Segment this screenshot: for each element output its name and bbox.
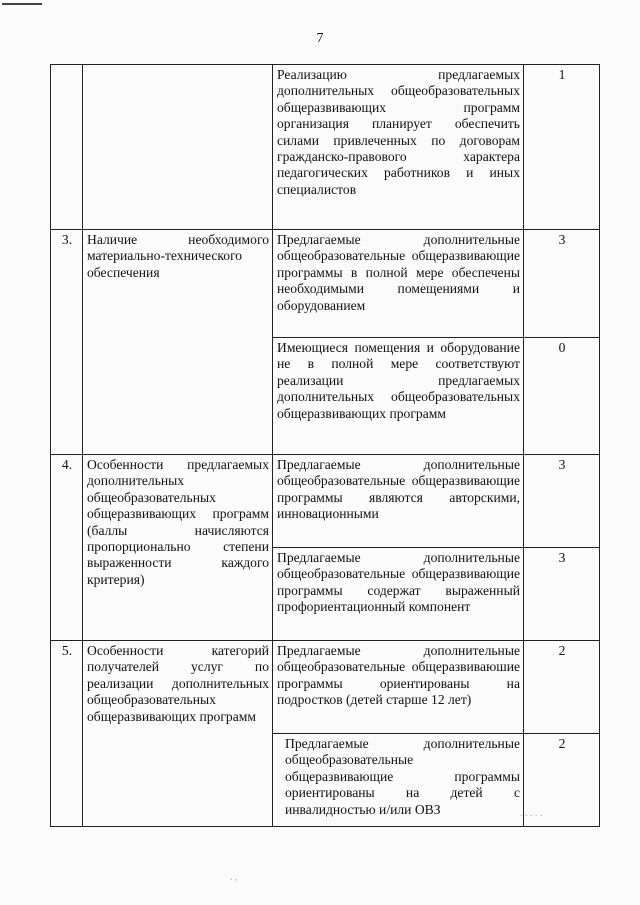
option-description: Имеющиеся помещения и оборудование не в полной мере соответствуют реализации предлагаемых дополнительных общеобразовательных общеразвивающих программ xyxy=(273,338,524,455)
scan-speck: . , xyxy=(230,872,238,883)
criterion-cell: Наличие необходимого материально-технического обеспечения xyxy=(83,230,273,455)
option-score: 2 xyxy=(524,734,600,827)
top-edge-mark xyxy=(2,3,42,5)
table-row xyxy=(51,65,600,230)
option-score: 2 xyxy=(524,641,600,734)
option-description: Предлагаемые дополнительные общеобразовательные общеразвивающие программы в полной мере обеспечены необходимыми помещениями и оборудованием xyxy=(273,230,524,338)
row-number xyxy=(51,65,83,230)
page-number: 7 xyxy=(316,31,324,46)
row-number: 3. xyxy=(51,230,83,455)
option-description: Предлагаемые дополнительные общеобразовательные общеразвивающие программы являются авторскими, инновационными xyxy=(273,455,524,548)
option-description: Предлагаемые дополнительные общеобразовательные общеразвивающие программы ориентированы на детей с инвалидностью и/или ОВЗ xyxy=(273,734,524,827)
table-row xyxy=(51,230,600,338)
table-row xyxy=(51,641,600,734)
option-score: 3 xyxy=(524,230,600,338)
scan-speck: . . . . . xyxy=(520,808,543,819)
option-description: Реализацию предлагаемых дополнительных общеобразовательных общеразвивающих программ организация планирует обеспечить силами привлеченных по договорам гражданско-правового характера педагогических работников и иных специалистов xyxy=(273,65,524,230)
row-number: 4. xyxy=(51,455,83,641)
option-score: 3 xyxy=(524,548,600,641)
row-number: 5. xyxy=(51,641,83,827)
criterion-cell xyxy=(83,65,273,230)
criteria-table xyxy=(50,64,600,827)
table-row xyxy=(51,455,600,548)
option-description: Предлагаемые дополнительные общеобразовательные общеразвиваюшие программы ориентированы на подростков (детей старше 12 лет) xyxy=(273,641,524,734)
option-score: 1 xyxy=(524,65,600,230)
criterion-cell: Особенности категорий получателей услуг по реализации дополнительных общеобразовательных общеразвивающих программ xyxy=(83,641,273,827)
option-score: 0 xyxy=(524,338,600,455)
option-score: 3 xyxy=(524,455,600,548)
criterion-cell: Особенности предлагаемых дополнительных общеобразовательных общеразвивающих программ (баллы начисляются пропорционально степени выраженности каждого критерия) xyxy=(83,455,273,641)
option-description: Предлагаемые дополнительные общеобразовательные общеразвивающие программы содержат выраженный профориентационный компонент xyxy=(273,548,524,641)
